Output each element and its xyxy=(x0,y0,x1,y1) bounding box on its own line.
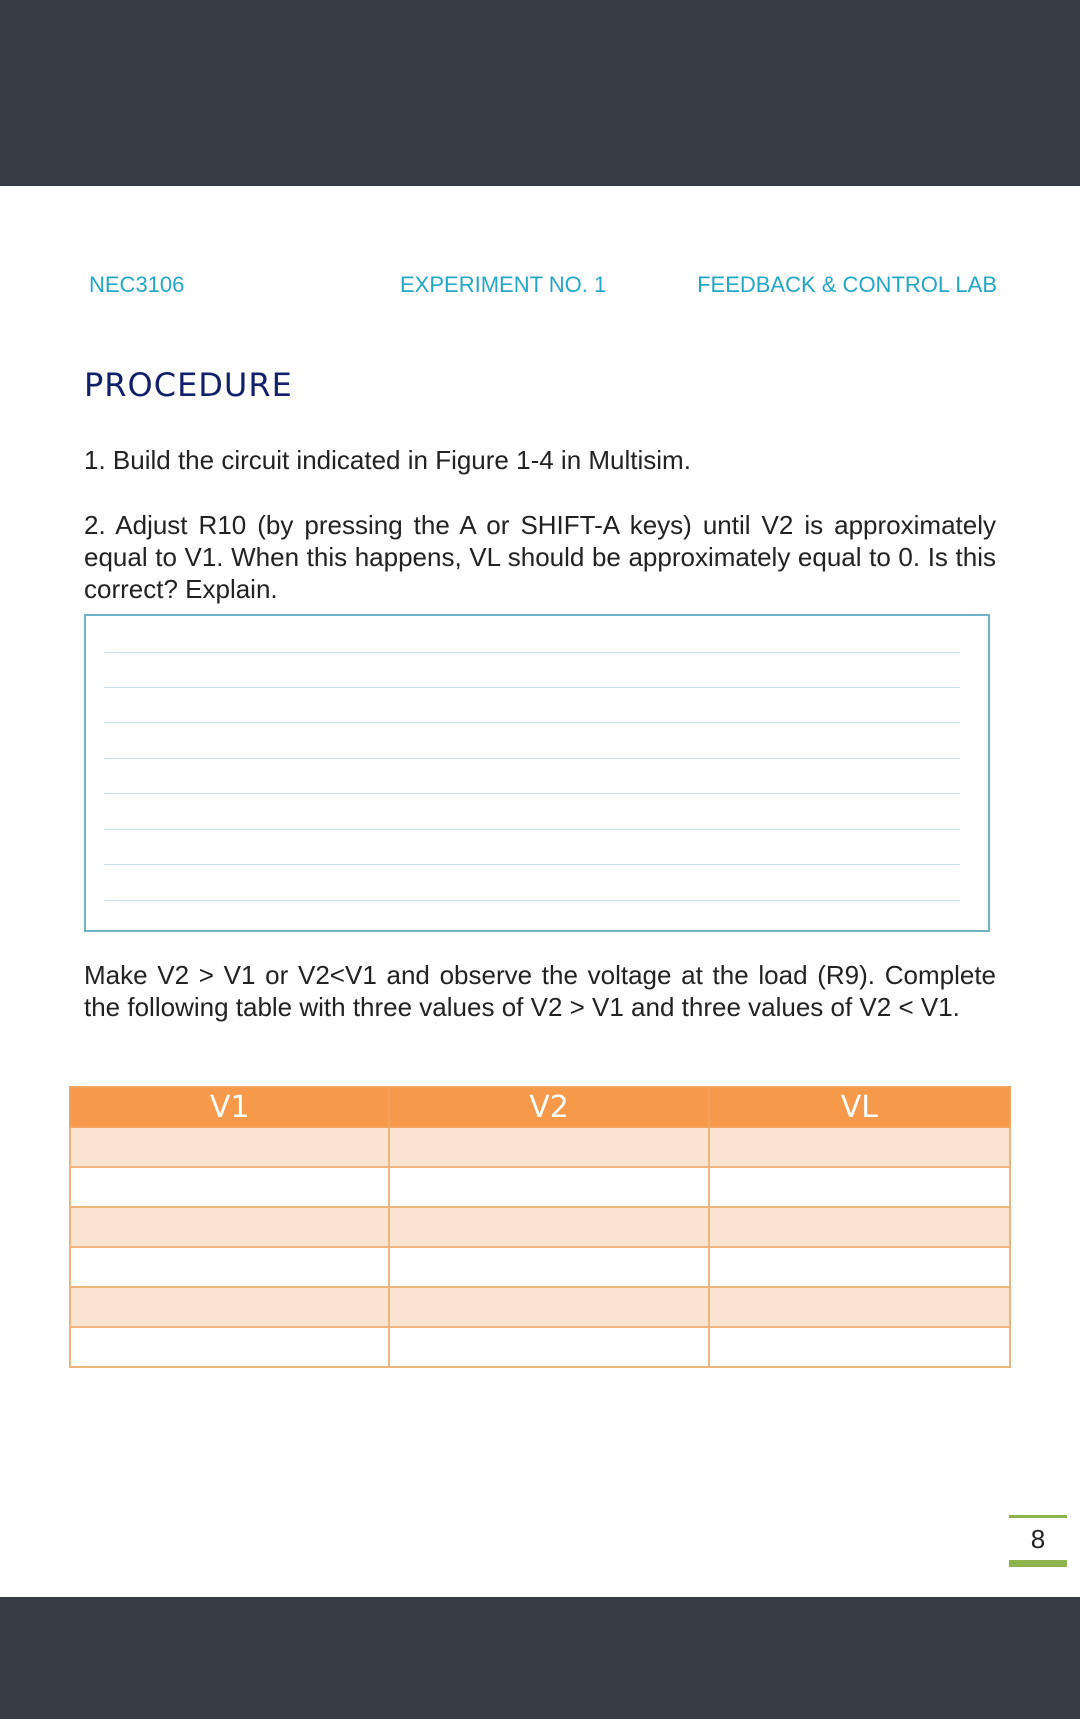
answer-line xyxy=(104,722,960,723)
section-title: PROCEDURE xyxy=(84,366,293,404)
page-number: 8 xyxy=(1009,1515,1067,1567)
cell-vl[interactable] xyxy=(709,1127,1010,1167)
measurement-table xyxy=(69,1086,1011,1368)
cell-v1[interactable] xyxy=(70,1127,389,1167)
cell-v2[interactable] xyxy=(389,1167,708,1207)
cell-v2[interactable] xyxy=(389,1287,708,1327)
table-row xyxy=(70,1127,1010,1167)
lab-name: FEEDBACK & CONTROL LAB xyxy=(697,272,997,297)
table-row xyxy=(70,1167,1010,1207)
header-v2: V2 xyxy=(389,1087,708,1127)
table-row xyxy=(70,1327,1010,1367)
table-row xyxy=(70,1207,1010,1247)
step-1: 1. Build the circuit indicated in Figure 1-4 in Multisim. xyxy=(84,445,691,475)
answer-line xyxy=(104,687,960,688)
cell-vl[interactable] xyxy=(709,1207,1010,1247)
cell-vl[interactable] xyxy=(709,1327,1010,1367)
answer-box[interactable] xyxy=(84,614,990,932)
cell-v1[interactable] xyxy=(70,1287,389,1327)
cell-v2[interactable] xyxy=(389,1247,708,1287)
cell-v2[interactable] xyxy=(389,1127,708,1167)
answer-line xyxy=(104,652,960,653)
table-instruction: Make V2 > V1 or V2<V1 and observe the voltage at the load (R9). Complete the following table with three values of V2 > V1 and three values of V2 < V1. xyxy=(84,960,996,1022)
cell-v2[interactable] xyxy=(389,1327,708,1367)
cell-v1[interactable] xyxy=(70,1167,389,1207)
table-row xyxy=(70,1287,1010,1327)
answer-line xyxy=(104,864,960,865)
header-v1: V1 xyxy=(70,1087,389,1127)
page-header xyxy=(89,272,997,302)
cell-v1[interactable] xyxy=(70,1247,389,1287)
cell-vl[interactable] xyxy=(709,1287,1010,1327)
answer-line xyxy=(104,900,960,901)
table-row xyxy=(70,1247,1010,1287)
experiment-number: EXPERIMENT NO. 1 xyxy=(400,272,607,297)
answer-line xyxy=(104,793,960,794)
bottom-dark-bar xyxy=(0,1597,1080,1719)
top-dark-bar xyxy=(0,0,1080,186)
cell-v1[interactable] xyxy=(70,1327,389,1367)
header-vl: VL xyxy=(709,1087,1010,1127)
table-header-row xyxy=(70,1087,1010,1127)
cell-vl[interactable] xyxy=(709,1167,1010,1207)
cell-v1[interactable] xyxy=(70,1207,389,1247)
cell-vl[interactable] xyxy=(709,1247,1010,1287)
course-code: NEC3106 xyxy=(89,272,185,297)
step-2: 2. Adjust R10 (by pressing the A or SHIFT-A keys) until V2 is approximately equal to V1. When this happens, VL should be approximately equal to 0. Is this correct? Explain. xyxy=(84,510,996,604)
cell-v2[interactable] xyxy=(389,1207,708,1247)
answer-line xyxy=(104,829,960,830)
answer-line xyxy=(104,758,960,759)
